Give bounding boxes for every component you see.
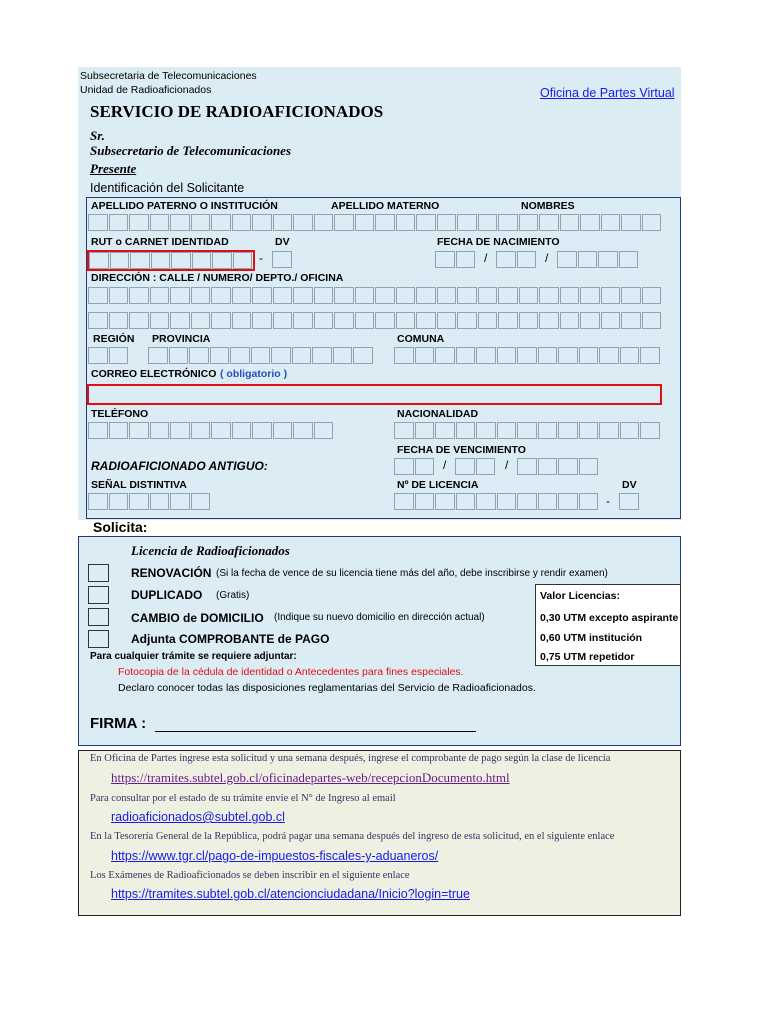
input-cell[interactable] [334, 287, 354, 304]
addressee-name: Subsecretario de Telecomunicaciones [90, 143, 292, 158]
rut-input[interactable] [87, 250, 255, 271]
input-cell[interactable] [212, 252, 232, 269]
input-cell[interactable] [558, 347, 578, 364]
input-cell[interactable] [539, 214, 559, 231]
numero-licencia-input[interactable] [394, 493, 599, 510]
input-cell[interactable] [642, 214, 662, 231]
input-cell[interactable] [601, 214, 621, 231]
cambio-domicilio-note: (Indique su nuevo domicilio en dirección actual) [274, 612, 485, 623]
input-cell[interactable] [415, 422, 435, 439]
comprobante-label: Adjunta COMPROBANTE de PAGO [131, 632, 330, 646]
input-cell[interactable] [129, 422, 149, 439]
input-cell[interactable] [170, 287, 190, 304]
input-cell[interactable] [456, 347, 476, 364]
input-cell[interactable] [211, 287, 231, 304]
input-cell[interactable] [415, 458, 435, 475]
recepcion-documento-link[interactable]: https://tramites.subtel.gob.cl/oficinadepartes-web/recepcionDocumento.html [111, 770, 510, 785]
attach-note: Para cualquier trámite se requiere adjuntar: [90, 651, 297, 662]
venc-month-input[interactable] [455, 458, 496, 475]
input-cell[interactable] [150, 312, 170, 329]
input-cell[interactable] [252, 287, 272, 304]
input-cell[interactable] [538, 458, 558, 475]
input-cell[interactable] [517, 347, 537, 364]
input-cell[interactable] [233, 252, 253, 269]
presente-label: Presente [90, 161, 137, 176]
input-cell[interactable] [601, 287, 621, 304]
birth-month-input[interactable] [496, 251, 537, 268]
input-cell[interactable] [109, 493, 129, 510]
input-cell[interactable] [519, 214, 539, 231]
input-cell[interactable] [129, 493, 149, 510]
page-title: SERVICIO DE RADIOAFICIONADOS [90, 102, 384, 121]
input-cell[interactable] [619, 251, 639, 268]
input-cell[interactable] [88, 493, 108, 510]
input-cell[interactable] [519, 312, 539, 329]
input-cell[interactable] [579, 458, 599, 475]
input-cell[interactable] [517, 422, 537, 439]
org-line2: Unidad de Radioaficionados [80, 84, 212, 96]
input-cell[interactable] [191, 287, 211, 304]
input-cell[interactable] [273, 422, 293, 439]
input-cell[interactable] [599, 422, 619, 439]
input-cell[interactable] [478, 312, 498, 329]
input-cell[interactable] [497, 422, 517, 439]
region-input[interactable] [88, 347, 129, 364]
input-cell[interactable] [232, 422, 252, 439]
addressee-sr: Sr. [90, 128, 105, 143]
license-value-item: 0,75 UTM repetidor [540, 651, 635, 663]
renovacion-checkbox[interactable] [88, 564, 109, 582]
input-cell[interactable] [189, 347, 209, 364]
input-cell[interactable] [415, 493, 435, 510]
venc-slash-2: / [505, 458, 509, 472]
duplicado-checkbox[interactable] [88, 586, 109, 604]
input-cell[interactable] [498, 214, 518, 231]
radioaficionados-email-link[interactable]: radioaficionados@subtel.gob.cl [111, 810, 285, 824]
renovacion-note: (Si la fecha de vence de su licencia tiene más del año, debe inscribirse y rendir examen) [216, 568, 608, 579]
input-cell[interactable] [640, 347, 660, 364]
input-cell[interactable] [191, 214, 211, 231]
input-cell[interactable] [457, 287, 477, 304]
input-cell[interactable] [517, 458, 537, 475]
input-cell[interactable] [599, 347, 619, 364]
input-cell[interactable] [601, 312, 621, 329]
input-cell[interactable] [560, 312, 580, 329]
rut-label: RUT o CARNET IDENTIDAD [91, 236, 229, 248]
input-cell[interactable] [88, 214, 108, 231]
input-cell[interactable] [109, 347, 129, 364]
input-cell[interactable] [88, 347, 108, 364]
input-cell[interactable] [580, 214, 600, 231]
input-cell[interactable] [415, 347, 435, 364]
signature-line[interactable] [155, 731, 476, 732]
input-cell[interactable] [578, 251, 598, 268]
tgr-payment-link[interactable]: https://www.tgr.cl/pago-de-impuestos-fiscales-y-aduaneros/ [111, 849, 439, 863]
input-cell[interactable] [538, 493, 558, 510]
input-cell[interactable] [498, 312, 518, 329]
license-value-item: 0,60 UTM institución [540, 632, 643, 644]
input-cell[interactable] [169, 347, 189, 364]
senal-distintiva-input[interactable] [88, 493, 211, 510]
input-cell[interactable] [293, 422, 313, 439]
input-cell[interactable] [150, 214, 170, 231]
input-cell[interactable] [150, 422, 170, 439]
input-cell[interactable] [598, 251, 618, 268]
duplicado-note: (Gratis) [216, 590, 250, 601]
email-input[interactable] [87, 384, 662, 405]
input-cell[interactable] [435, 422, 455, 439]
input-cell[interactable] [334, 214, 354, 231]
input-cell[interactable] [170, 422, 190, 439]
input-cell[interactable] [496, 251, 516, 268]
input-cell[interactable] [580, 287, 600, 304]
input-cell[interactable] [517, 251, 537, 268]
venc-day-input[interactable] [394, 458, 435, 475]
input-cell[interactable] [478, 287, 498, 304]
input-cell[interactable] [456, 251, 476, 268]
input-cell[interactable] [394, 347, 414, 364]
input-cell[interactable] [150, 287, 170, 304]
input-cell[interactable] [232, 312, 252, 329]
input-cell[interactable] [230, 347, 250, 364]
input-cell[interactable] [355, 287, 375, 304]
input-cell[interactable] [580, 312, 600, 329]
input-cell[interactable] [251, 347, 271, 364]
input-cell[interactable] [620, 347, 640, 364]
venc-slash-1: / [443, 458, 447, 472]
input-cell[interactable] [110, 252, 130, 269]
input-cell[interactable] [396, 312, 416, 329]
input-cell[interactable] [557, 251, 577, 268]
input-cell[interactable] [88, 287, 108, 304]
input-cell[interactable] [88, 312, 108, 329]
input-cell[interactable] [252, 214, 272, 231]
declaration-text: Declaro conocer todas las disposiciones reglamentarias del Servicio de Radioaficionados. [118, 682, 536, 694]
licencia-dash: - [606, 494, 610, 508]
input-cell[interactable] [273, 214, 293, 231]
birth-day-input[interactable] [435, 251, 476, 268]
input-cell[interactable] [293, 287, 313, 304]
solicita-subtitle: Licencia de Radioaficionados [131, 543, 290, 558]
input-cell[interactable] [642, 312, 662, 329]
input-cell[interactable] [435, 347, 455, 364]
input-cell[interactable] [437, 287, 457, 304]
info-line-1: En Oficina de Partes ingrese esta solicitud y una semana después, ingrese el comprobante de pago según la clase de licencia [90, 753, 611, 764]
senal-distintiva-label: SEÑAL DISTINTIVA [91, 479, 187, 491]
input-cell[interactable] [497, 493, 517, 510]
input-cell[interactable] [232, 287, 252, 304]
input-cell[interactable] [476, 493, 496, 510]
input-cell[interactable] [640, 422, 660, 439]
provincia-input[interactable] [148, 347, 374, 364]
rut-dash: - [259, 251, 263, 265]
input-cell[interactable] [129, 312, 149, 329]
photocopy-note: Fotocopia de la cédula de identidad o Antecedentes para fines especiales. [118, 666, 464, 678]
input-cell[interactable] [314, 422, 334, 439]
input-cell[interactable] [272, 251, 292, 268]
dv2-label: DV [622, 479, 637, 491]
correo-label: CORREO ELECTRÓNICO [91, 368, 217, 380]
input-cell[interactable] [621, 214, 641, 231]
input-cell[interactable] [476, 458, 496, 475]
renovacion-label: RENOVACIÓN [131, 566, 212, 580]
region-label: REGIÓN [93, 333, 135, 345]
section-title: Identificación del Solicitante [90, 181, 245, 195]
input-cell[interactable] [211, 214, 231, 231]
nombres-label: NOMBRES [521, 200, 575, 212]
input-cell[interactable] [375, 214, 395, 231]
input-cell[interactable] [170, 214, 190, 231]
input-cell[interactable] [334, 312, 354, 329]
birth-year-input[interactable] [557, 251, 639, 268]
correo-required-note: ( obligatorio ) [220, 368, 288, 380]
input-cell[interactable] [252, 312, 272, 329]
dv-label: DV [275, 236, 290, 248]
input-cell[interactable] [191, 493, 211, 510]
input-cell[interactable] [579, 422, 599, 439]
input-cell[interactable] [558, 422, 578, 439]
input-cell[interactable] [293, 214, 313, 231]
input-cell[interactable] [497, 347, 517, 364]
apellido-materno-label: APELLIDO MATERNO [331, 200, 440, 212]
input-cell[interactable] [435, 493, 455, 510]
cambio-domicilio-label: CAMBIO de DOMICILIO [131, 611, 264, 625]
virtual-office-link[interactable]: Oficina de Partes Virtual [540, 86, 675, 100]
address-input-1[interactable] [88, 287, 662, 304]
input-cell[interactable] [293, 312, 313, 329]
dv2-input[interactable] [619, 493, 640, 510]
input-cell[interactable] [457, 214, 477, 231]
input-cell[interactable] [416, 312, 436, 329]
comuna-input[interactable] [394, 347, 661, 364]
input-cell[interactable] [642, 287, 662, 304]
input-cell[interactable] [314, 214, 334, 231]
apellido-paterno-label: APELLIDO PATERNO O INSTITUCIÓN [91, 200, 278, 212]
input-cell[interactable] [292, 347, 312, 364]
input-cell[interactable] [621, 287, 641, 304]
nacionalidad-input[interactable] [394, 422, 661, 439]
birth-slash-2: / [545, 251, 549, 265]
input-cell[interactable] [560, 214, 580, 231]
input-cell[interactable] [129, 214, 149, 231]
input-cell[interactable] [538, 422, 558, 439]
input-cell[interactable] [210, 347, 230, 364]
telefono-input[interactable] [88, 422, 334, 439]
input-cell[interactable] [170, 312, 190, 329]
names-input[interactable] [88, 214, 662, 231]
input-cell[interactable] [170, 493, 190, 510]
examenes-link[interactable]: https://tramites.subtel.gob.cl/atencionciudadana/Inicio?login=true [111, 887, 470, 901]
org-line1: Subsecretaria de Telecomunicaciones [80, 70, 257, 82]
input-cell[interactable] [355, 312, 375, 329]
input-cell[interactable] [191, 422, 211, 439]
input-cell[interactable] [88, 422, 108, 439]
input-cell[interactable] [394, 422, 414, 439]
telefono-label: TELÉFONO [91, 408, 149, 420]
license-value-item: 0,30 UTM excepto aspirante [540, 612, 679, 624]
input-cell[interactable] [130, 252, 150, 269]
input-cell[interactable] [353, 347, 373, 364]
firma-label: FIRMA : [90, 715, 147, 732]
solicita-title: Solicita: [93, 519, 148, 535]
input-cell[interactable] [416, 214, 436, 231]
input-cell[interactable] [476, 347, 496, 364]
input-cell[interactable] [109, 312, 129, 329]
fecha-nacimiento-label: FECHA DE NACIMIENTO [437, 236, 560, 248]
input-cell[interactable] [558, 458, 578, 475]
input-cell[interactable] [539, 312, 559, 329]
info-line-4: Los Exámenes de Radioaficionados se deben inscribir en el siguiente enlace [90, 870, 410, 881]
input-cell[interactable] [273, 287, 293, 304]
input-cell[interactable] [539, 287, 559, 304]
direccion-label: DIRECCIÓN : CALLE / NUMERO/ DEPTO./ OFICINA [91, 272, 344, 284]
input-cell[interactable] [333, 347, 353, 364]
venc-year-input[interactable] [517, 458, 599, 475]
input-cell[interactable] [498, 287, 518, 304]
info-line-3: En la Tesorería General de la República, podrá pagar una semana después del ingreso de esta solicitud, en el siguiente enlace [90, 831, 615, 842]
input-cell[interactable] [89, 252, 109, 269]
input-cell[interactable] [437, 214, 457, 231]
input-cell[interactable] [558, 493, 578, 510]
input-cell[interactable] [457, 312, 477, 329]
info-line-2: Para consultar por el estado de su trámite envíe el N° de Ingreso al email [90, 793, 396, 804]
input-cell[interactable] [621, 312, 641, 329]
input-cell[interactable] [312, 347, 332, 364]
input-cell[interactable] [394, 493, 414, 510]
input-cell[interactable] [151, 252, 171, 269]
input-cell[interactable] [211, 422, 231, 439]
duplicado-label: DUPLICADO [131, 588, 203, 602]
input-cell[interactable] [109, 214, 129, 231]
comprobante-checkbox[interactable] [88, 630, 109, 648]
input-cell[interactable] [435, 251, 455, 268]
input-cell[interactable] [129, 287, 149, 304]
input-cell[interactable] [232, 214, 252, 231]
input-cell[interactable] [314, 312, 334, 329]
license-values-title: Valor Licencias: [540, 590, 620, 602]
input-cell[interactable] [109, 422, 129, 439]
input-cell[interactable] [538, 347, 558, 364]
comuna-label: COMUNA [397, 333, 445, 345]
input-cell[interactable] [375, 312, 395, 329]
input-cell[interactable] [150, 493, 170, 510]
input-cell[interactable] [252, 422, 272, 439]
input-cell[interactable] [109, 287, 129, 304]
input-cell[interactable] [375, 287, 395, 304]
input-cell[interactable] [171, 252, 191, 269]
input-cell[interactable] [271, 347, 291, 364]
input-cell[interactable] [355, 214, 375, 231]
input-cell[interactable] [579, 493, 599, 510]
input-cell[interactable] [519, 287, 539, 304]
input-cell[interactable] [517, 493, 537, 510]
input-cell[interactable] [396, 287, 416, 304]
input-cell[interactable] [416, 287, 436, 304]
input-cell[interactable] [211, 312, 231, 329]
fecha-vencimiento-label: FECHA DE VENCIMIENTO [397, 444, 526, 456]
provincia-label: PROVINCIA [152, 333, 211, 345]
input-cell[interactable] [314, 287, 334, 304]
input-cell[interactable] [620, 422, 640, 439]
input-cell[interactable] [478, 214, 498, 231]
input-cell[interactable] [437, 312, 457, 329]
input-cell[interactable] [455, 458, 475, 475]
birth-slash-1: / [484, 251, 488, 265]
input-cell[interactable] [476, 422, 496, 439]
address-input-2[interactable] [88, 312, 662, 329]
radioaficionado-antiguo-label: RADIOAFICIONADO ANTIGUO: [91, 459, 268, 473]
nacionalidad-label: NACIONALIDAD [397, 408, 479, 420]
input-cell[interactable] [191, 312, 211, 329]
numero-licencia-label: Nº DE LICENCIA [397, 479, 479, 491]
cambio-domicilio-checkbox[interactable] [88, 608, 109, 626]
input-cell[interactable] [579, 347, 599, 364]
dv-input[interactable] [272, 251, 293, 268]
input-cell[interactable] [456, 493, 476, 510]
input-cell[interactable] [148, 347, 168, 364]
input-cell[interactable] [560, 287, 580, 304]
input-cell[interactable] [396, 214, 416, 231]
input-cell[interactable] [619, 493, 639, 510]
input-cell[interactable] [394, 458, 414, 475]
input-cell[interactable] [456, 422, 476, 439]
input-cell[interactable] [273, 312, 293, 329]
input-cell[interactable] [192, 252, 212, 269]
